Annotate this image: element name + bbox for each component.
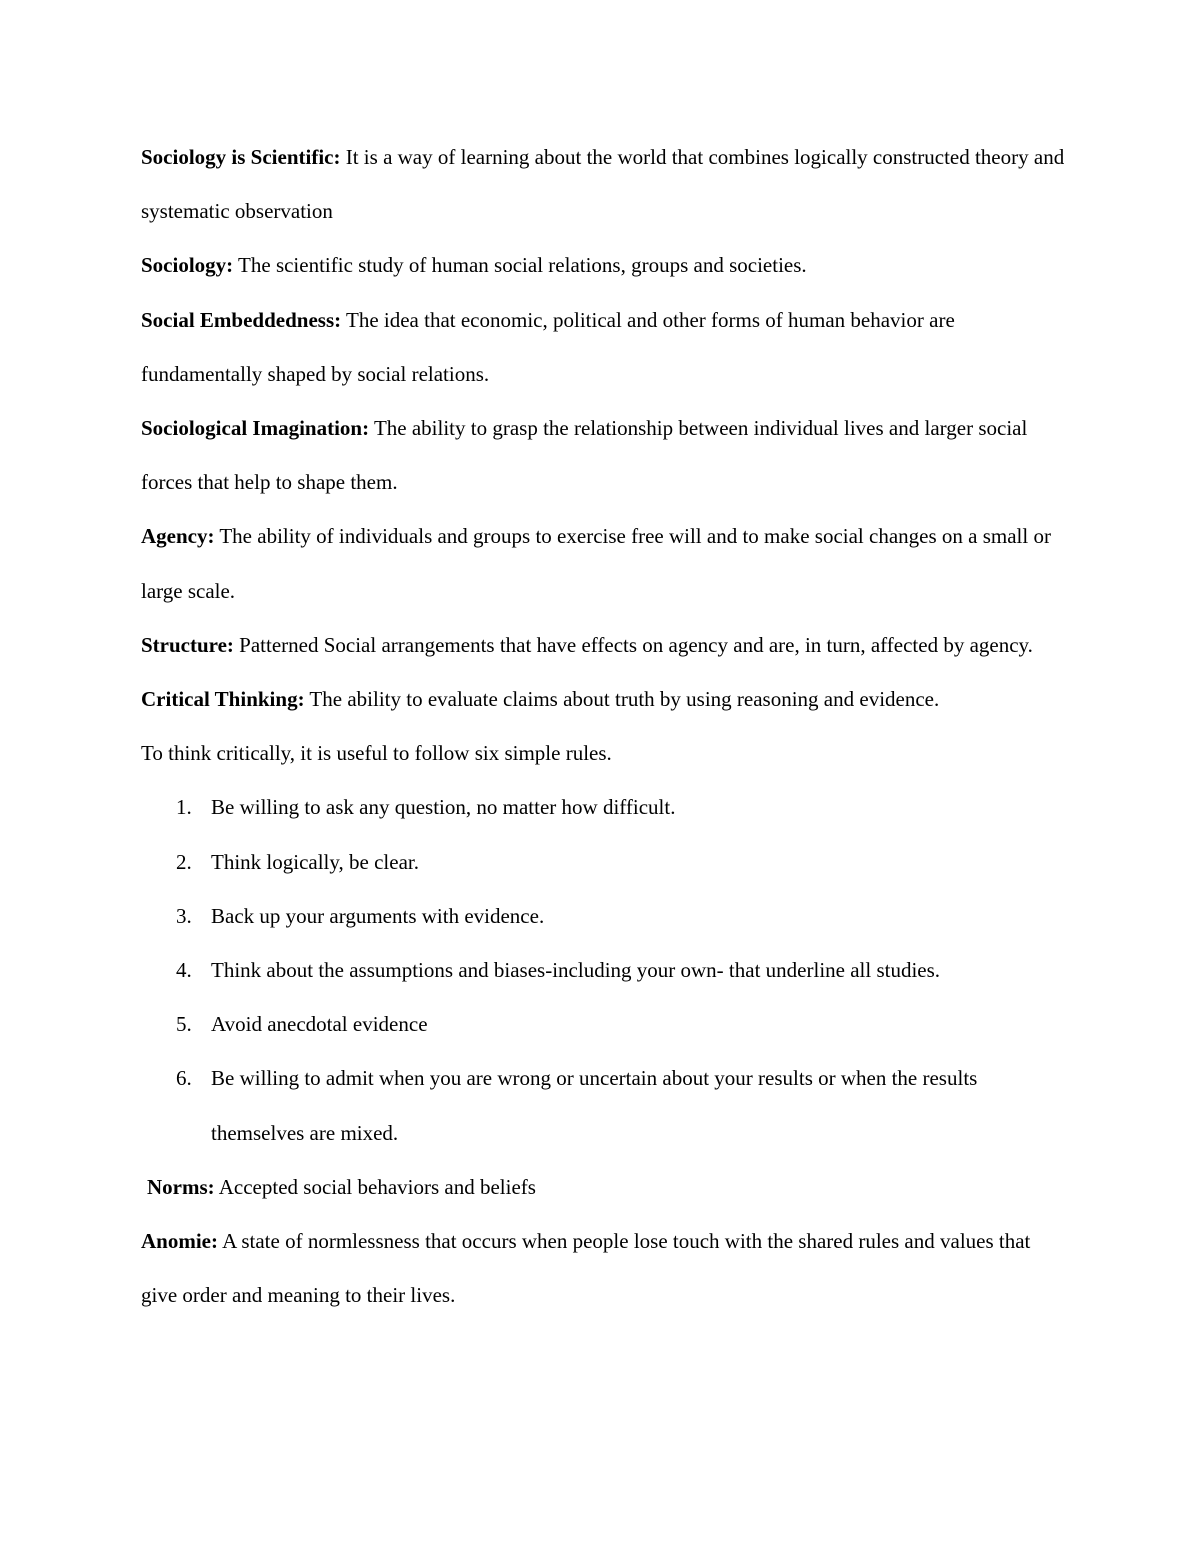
definition-term: Social Embeddedness: [141, 307, 342, 332]
definition-anomie [141, 1214, 1071, 1322]
definition-term: Sociology is Scientific: [141, 145, 341, 169]
definition-term: Agency: [141, 524, 215, 549]
list-text: Be willing to ask any question, no matter how difficult. [211, 795, 676, 820]
definition-text: The ability of individuals and groups to exercise free will and to make social changes on a small or large scale. [141, 524, 1051, 603]
list-text: Think logically, be clear. [211, 849, 419, 874]
definition-text: Accepted social behaviors and beliefs [214, 1174, 536, 1199]
list-item [141, 1051, 1071, 1159]
definition-term: Critical Thinking: [141, 687, 305, 712]
list-number: 1. [176, 795, 192, 820]
list-item [141, 780, 1071, 834]
definition-text: A state of normlessness that occurs when people lose touch with the shared rules and values that give order and meaning to their lives. [141, 1229, 1031, 1308]
list-text: Be willing to admit when you are wrong or uncertain about your results or when the results themselves are mixed. [211, 1066, 978, 1145]
list-number: 5. [176, 1012, 192, 1037]
list-number: 6. [176, 1066, 192, 1091]
definition-text: It is a way of learning about the world that combines logically constructed theory and systematic observation [141, 145, 1065, 224]
definition-sociological-imagination [141, 401, 1071, 509]
definition-agency [141, 509, 1071, 617]
definition-term: Anomie: [141, 1229, 218, 1254]
definition-sociology-is-scientific [141, 130, 1071, 238]
definition-term: Structure: [141, 632, 234, 657]
list-text: Think about the assumptions and biases-including your own- that underline all studies. [211, 958, 941, 983]
list-item [141, 997, 1071, 1051]
list-text: Back up your arguments with evidence. [211, 903, 545, 928]
list-item [141, 889, 1071, 943]
definition-sociology [141, 238, 1071, 292]
list-number: 4. [176, 958, 192, 983]
definition-text: The ability to evaluate claims about truth by using reasoning and evidence. [304, 687, 940, 712]
definition-social-embeddedness [141, 293, 1071, 401]
list-text: Avoid anecdotal evidence [211, 1012, 428, 1037]
list-number: 3. [176, 903, 192, 928]
list-number: 2. [176, 849, 192, 874]
definition-term: Sociological Imagination: [141, 416, 370, 441]
definition-norms [141, 1160, 1071, 1214]
definition-term: Norms: [147, 1174, 215, 1199]
critical-thinking-rules-list [141, 780, 1071, 1159]
definition-critical-thinking [141, 672, 1071, 726]
document-body [141, 130, 1071, 1322]
list-item [141, 943, 1071, 997]
definition-structure [141, 618, 1071, 672]
definition-term: Sociology: [141, 253, 234, 278]
definition-text: The ability to grasp the relationship between individual lives and larger social forces that help to shape them. [141, 416, 1028, 495]
list-item [141, 835, 1071, 889]
critical-thinking-intro: To think critically, it is useful to follow six simple rules. [141, 741, 612, 766]
definition-text: The scientific study of human social relations, groups and societies. [233, 253, 807, 278]
definition-text: The idea that economic, political and other forms of human behavior are fundamentally shaped by social relations. [141, 307, 955, 386]
definition-text: Patterned Social arrangements that have effects on agency and are, in turn, affected by agency. [233, 632, 1033, 657]
